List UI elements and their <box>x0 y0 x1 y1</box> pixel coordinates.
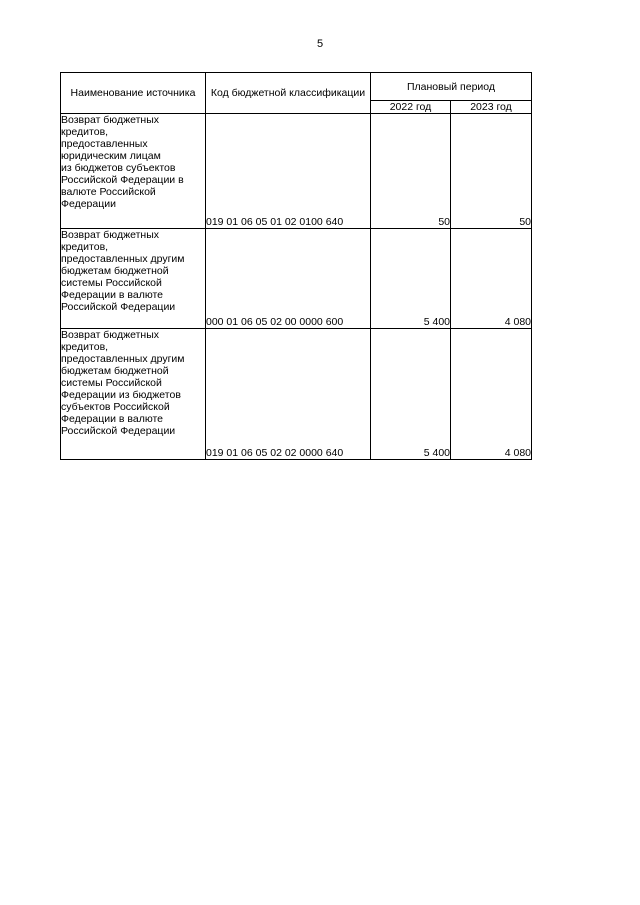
header-year-2023: 2023 год <box>451 101 532 114</box>
source-name-cell: Возврат бюджетных кредитов, предоставленных другим бюджетам бюджетной системы Российской Федерации из бюджетов субъектов Российской Федерации в валюте Российской Федерации <box>61 329 206 460</box>
amount-2023-cell: 4 080 <box>451 329 532 460</box>
header-year-2022: 2022 год <box>371 101 451 114</box>
table-row <box>61 114 532 229</box>
header-budget-code: Код бюджетной классификации <box>206 73 371 114</box>
source-name-cell: Возврат бюджетных кредитов, предоставленных другим бюджетам бюджетной системы Российской Федерации в валюте Российской Федерации <box>61 229 206 329</box>
budget-code-cell: 019 01 06 05 01 02 0100 640 <box>206 114 371 229</box>
budget-sources-table <box>60 72 532 460</box>
header-source-name: Наименование источника <box>61 73 206 114</box>
page-number: 5 <box>316 38 324 50</box>
amount-2023-cell: 4 080 <box>451 229 532 329</box>
amount-2023-cell: 50 <box>451 114 532 229</box>
header-planned-period: Плановый период <box>371 73 532 101</box>
table-row <box>61 229 532 329</box>
budget-code-cell: 019 01 06 05 02 02 0000 640 <box>206 329 371 460</box>
amount-2022-cell: 5 400 <box>371 229 451 329</box>
amount-2022-cell: 5 400 <box>371 329 451 460</box>
amount-2022-cell: 50 <box>371 114 451 229</box>
source-name-cell: Возврат бюджетных кредитов, предоставленных юридическим лицам из бюджетов субъектов Российской Федерации в валюте Российской Федерации <box>61 114 206 229</box>
table-row <box>61 329 532 460</box>
budget-code-cell: 000 01 06 05 02 00 0000 600 <box>206 229 371 329</box>
